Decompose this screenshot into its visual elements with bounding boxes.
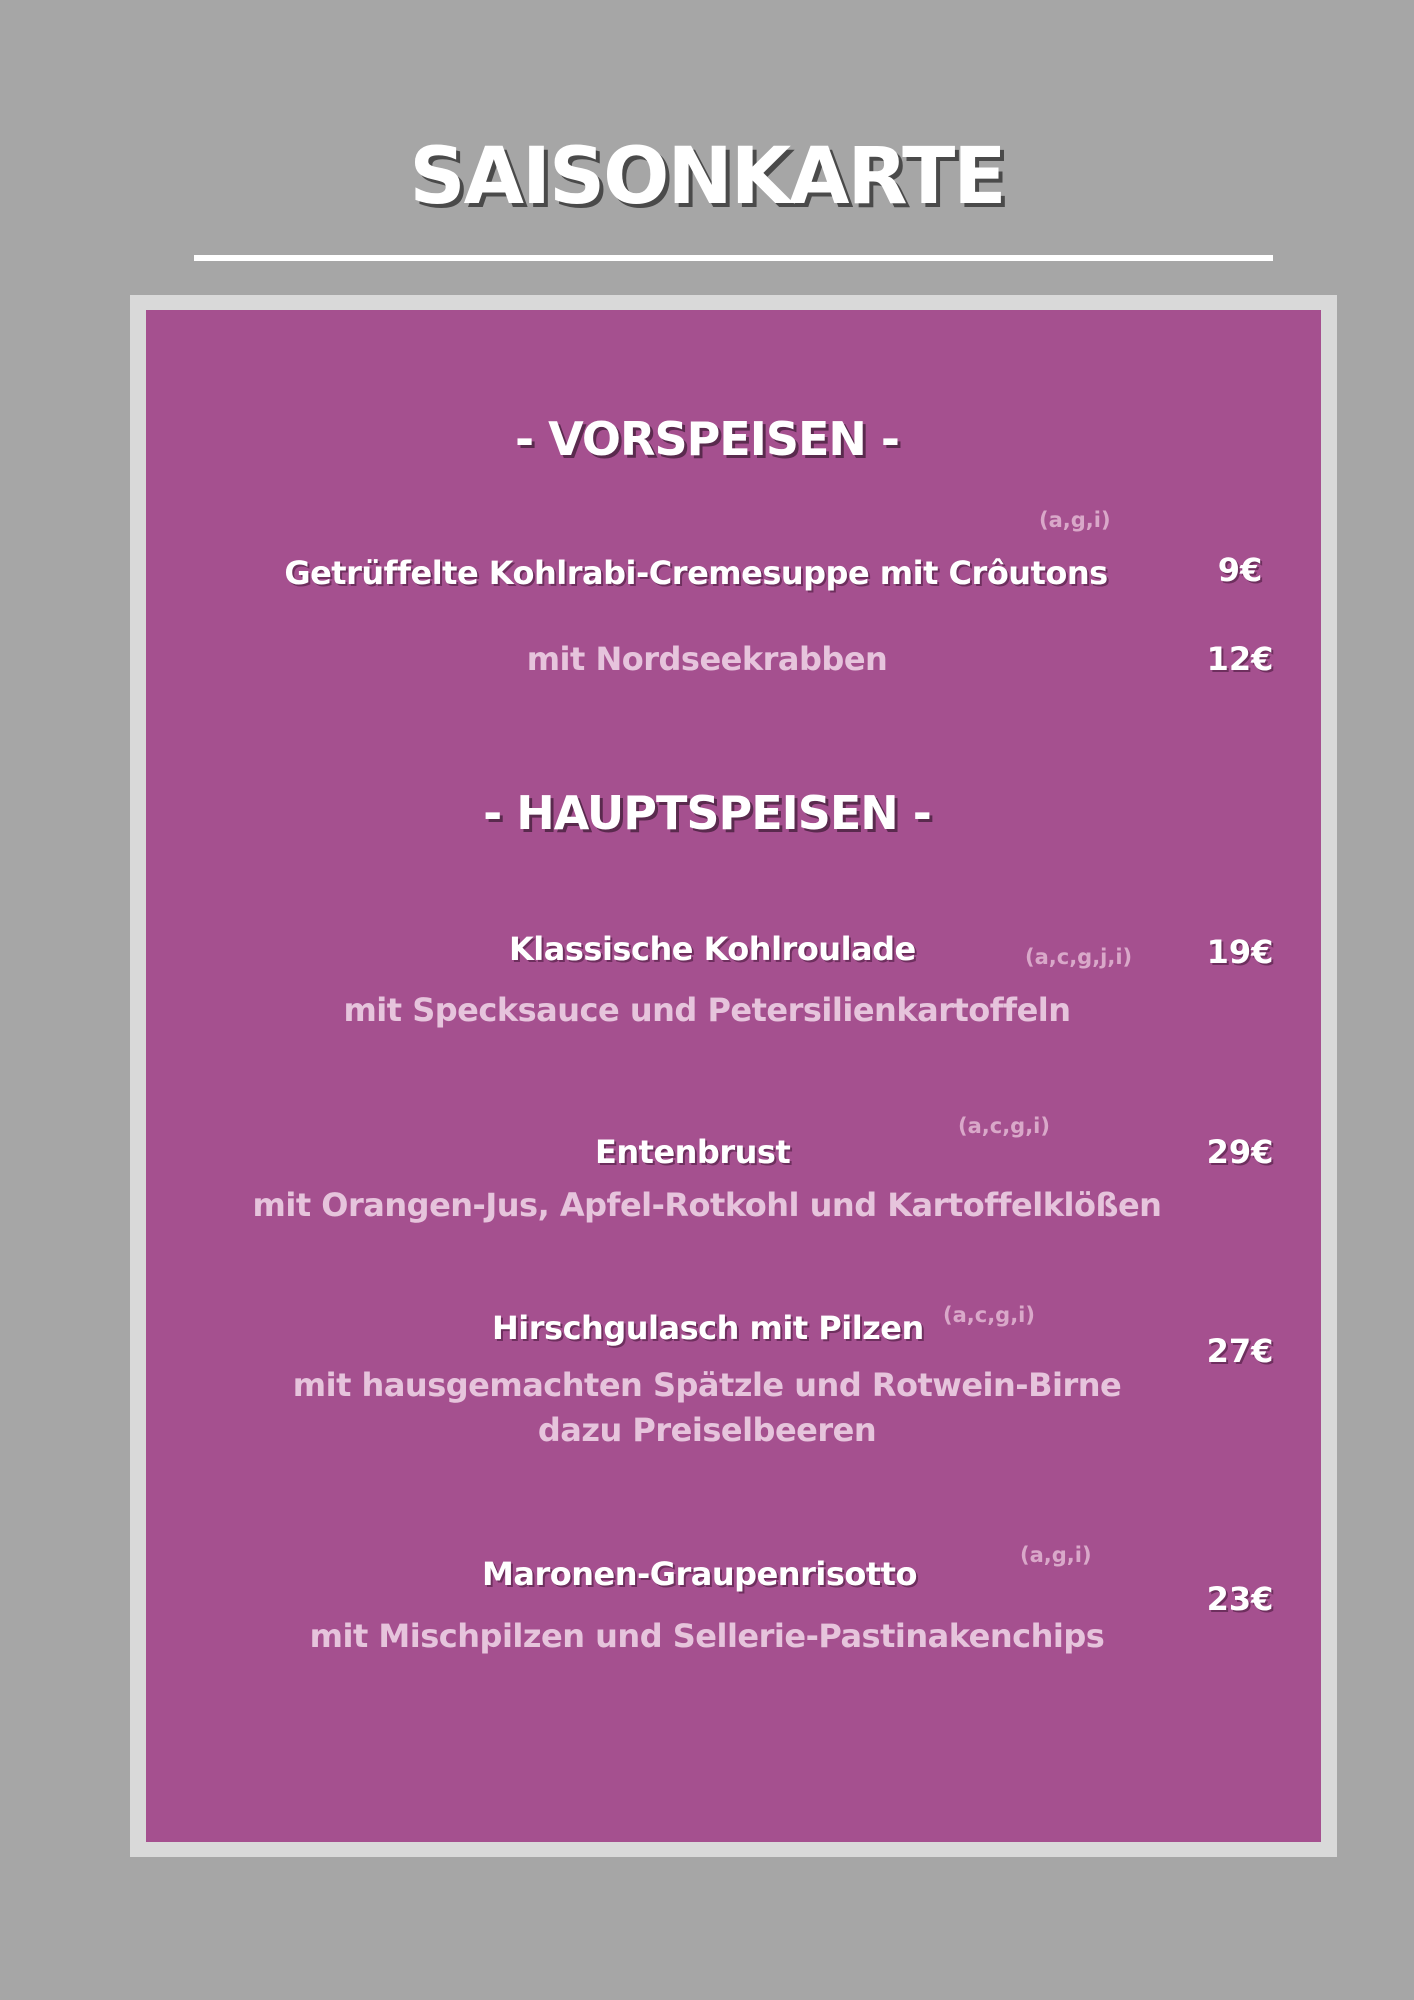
dish-variant-price: 12€ [1206,640,1274,678]
dish-price: 9€ [1217,551,1263,589]
dish-description: mit Specksauce und Petersilienkartoffeln [343,991,1071,1029]
dish-name: Hirschgulasch mit Pilzen [492,1309,924,1347]
page-title: SAISONKARTE [409,132,1005,222]
section-heading-hauptspeisen: - HAUPTSPEISEN - [483,786,931,840]
dish-price: 27€ [1206,1332,1274,1370]
section-heading-vorspeisen: - VORSPEISEN - [515,412,899,466]
dish-price: 29€ [1206,1133,1274,1171]
dish-name: Maronen-Graupenrisotto [482,1555,917,1593]
allergen-label: (a,g,i) [1039,508,1111,532]
dish-description: mit Mischpilzen und Sellerie-Pastinakenchips [309,1617,1105,1655]
dish-price: 23€ [1206,1580,1274,1618]
allergen-label: (a,c,g,i) [943,1303,1035,1327]
dish-description: mit hausgemachten Spätzle und Rotwein-Birne [292,1366,1122,1404]
allergen-label: (a,c,g,j,i) [1025,945,1133,969]
dish-description: dazu Preiselbeeren [537,1411,877,1449]
dish-description: mit Orangen-Jus, Apfel-Rotkohl und Kartoffelklößen [252,1186,1162,1224]
menu-panel [146,310,1321,1842]
allergen-label: (a,c,g,i) [958,1114,1050,1138]
dish-name: Getrüffelte Kohlrabi-Cremesuppe mit Crôutons [284,554,1108,592]
title-divider [194,255,1273,261]
dish-price: 19€ [1206,933,1274,971]
dish-name: Entenbrust [595,1133,791,1171]
dish-variant: mit Nordseekrabben [526,640,888,678]
allergen-label: (a,g,i) [1020,1543,1092,1567]
dish-name: Klassische Kohlroulade [509,930,916,968]
